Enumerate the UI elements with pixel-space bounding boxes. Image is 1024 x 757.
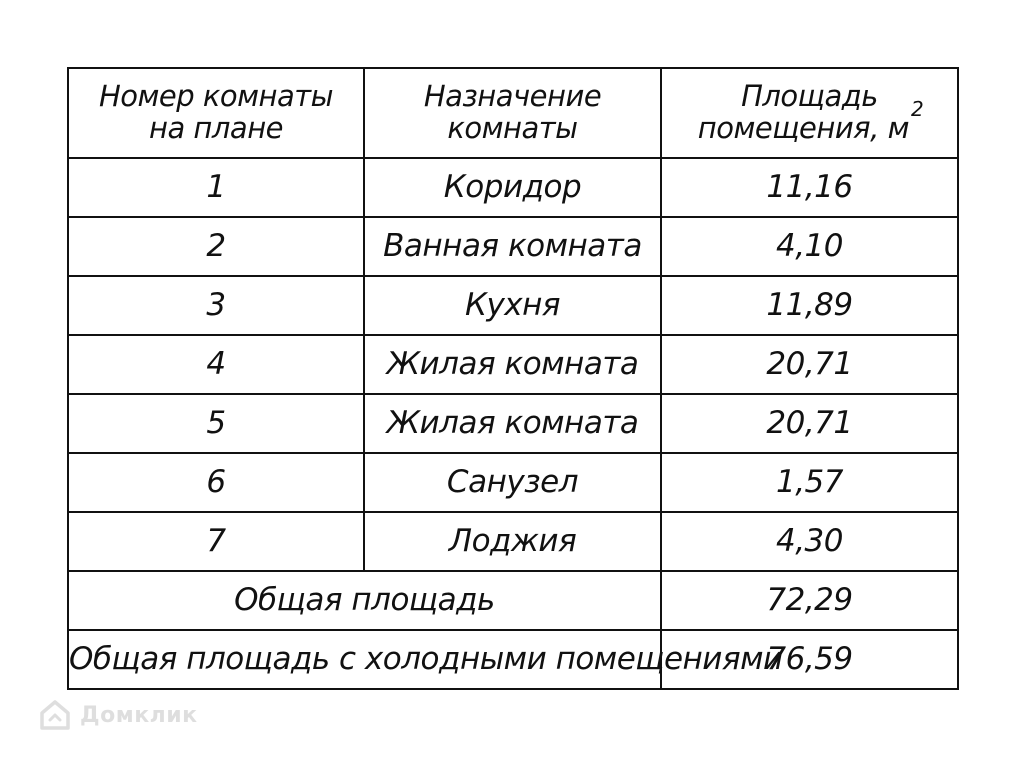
domclick-watermark (38, 698, 198, 732)
header-room-area-line2 (662, 97, 957, 145)
table-row (68, 335, 958, 394)
room-number-cell: 1 (68, 158, 364, 217)
table-row (68, 158, 958, 217)
table-header-row (68, 68, 958, 158)
room-area-cell: 1,57 (661, 453, 958, 512)
room-number-cell: 6 (68, 453, 364, 512)
room-name-cell: Кухня (364, 276, 661, 335)
total-area-with-cold-rooms-value: 76,59 (661, 630, 958, 689)
header-room-purpose (364, 68, 661, 158)
room-area-table (67, 67, 959, 690)
domclick-house-logo-icon (38, 698, 72, 732)
room-number-cell: 4 (68, 335, 364, 394)
header-room-number (68, 68, 364, 158)
table-row (68, 217, 958, 276)
total-area-value: 72,29 (661, 571, 958, 630)
watermark-text: Домклик (80, 702, 198, 728)
room-name-cell: Коридор (364, 158, 661, 217)
header-room-number-line2: на плане (148, 111, 284, 145)
room-area-cell: 4,10 (661, 217, 958, 276)
room-name-cell: Жилая комната (364, 394, 661, 453)
total-area-with-cold-rooms-label: Общая площадь с холодными помещениями (68, 630, 661, 689)
room-name-cell: Ванная комната (364, 217, 661, 276)
room-area-cell: 20,71 (661, 394, 958, 453)
room-area-cell: 20,71 (661, 335, 958, 394)
header-room-purpose-line2: комнаты (447, 111, 578, 145)
total-area-label: Общая площадь (68, 571, 661, 630)
room-number-cell: 2 (68, 217, 364, 276)
room-area-cell: 11,16 (661, 158, 958, 217)
header-room-number-line1: Номер комнаты (98, 79, 334, 114)
header-room-area-line1: Площадь (741, 79, 878, 114)
table-row (68, 512, 958, 571)
room-name-cell: Лоджия (364, 512, 661, 571)
total-area-with-cold-rooms-row (68, 630, 958, 689)
header-area-unit: помещения, м (697, 111, 909, 145)
table-row (68, 276, 958, 335)
room-number-cell: 3 (68, 276, 364, 335)
room-area-cell: 11,89 (661, 276, 958, 335)
room-name-cell: Санузел (364, 453, 661, 512)
header-area-unit-superscript: 2 (910, 97, 924, 121)
header-room-area (661, 68, 958, 158)
room-number-cell: 7 (68, 512, 364, 571)
table-row (68, 394, 958, 453)
room-number-cell: 5 (68, 394, 364, 453)
room-area-cell: 4,30 (661, 512, 958, 571)
header-room-purpose-line1: Назначение (423, 79, 602, 114)
room-name-cell: Жилая комната (364, 335, 661, 394)
total-area-row (68, 571, 958, 630)
table-row (68, 453, 958, 512)
